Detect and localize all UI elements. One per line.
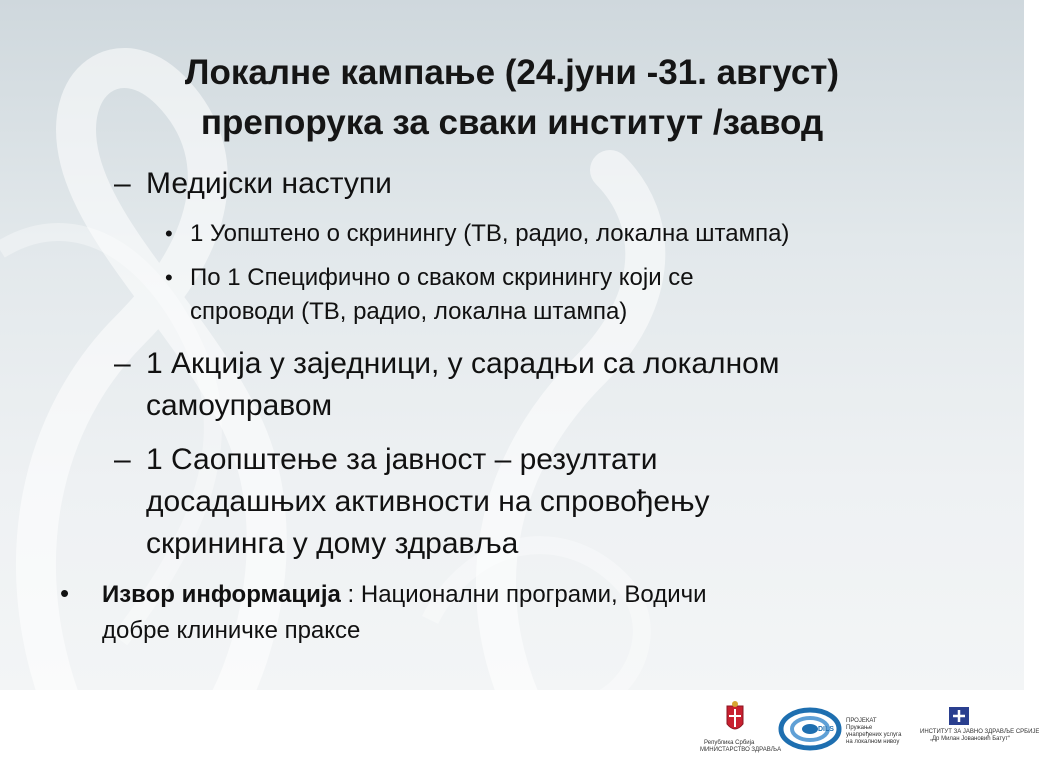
source-line-2: добре клиничке праксе bbox=[102, 617, 361, 644]
dils-text-line-4: на локалном нивоу bbox=[846, 739, 900, 745]
item-press-line-3: скрининга у дому здравља bbox=[146, 527, 519, 560]
bullet-marker: • bbox=[165, 265, 173, 290]
item-press-line-2: досадашњих активности на спровођењу bbox=[146, 485, 710, 518]
dash-marker: – bbox=[114, 167, 131, 200]
bullet-marker: • bbox=[60, 578, 70, 608]
source-text: : Национални програми, Водичи bbox=[340, 581, 707, 608]
source-label: Извор информација bbox=[102, 581, 341, 608]
ministry-text-line-1: Република Србија bbox=[704, 740, 755, 746]
dils-text-line-1: ПРОЈЕКАТ bbox=[846, 718, 877, 724]
institute-logo bbox=[920, 700, 1039, 760]
coat-of-arms-icon bbox=[700, 700, 770, 740]
dils-text-line-2: Пружање bbox=[846, 725, 873, 731]
dils-badge: DILS bbox=[818, 726, 834, 733]
item-community-line-2: самоуправом bbox=[146, 389, 333, 422]
ministry-logo bbox=[700, 700, 782, 760]
institute-emblem-icon bbox=[948, 706, 970, 726]
dils-text-line-3: унапређених услуга bbox=[846, 732, 902, 738]
sub-item-general: 1 Уопштено о скринингу (ТВ, радио, локална штампа) bbox=[190, 220, 790, 247]
title-line-2: препорука за сваки институт /завод bbox=[200, 103, 824, 142]
item-press-line-1: 1 Саопштење за јавност – резултати bbox=[146, 443, 658, 476]
sub-item-specific-line-1: По 1 Специфично о сваком скринингу који се bbox=[190, 264, 694, 291]
dils-logo bbox=[778, 700, 908, 760]
title-line-1: Локалне кампање (24.јуни -31. август) bbox=[184, 53, 840, 92]
dash-marker: – bbox=[114, 347, 131, 380]
dash-marker: – bbox=[114, 443, 131, 476]
item-community-line-1: 1 Акција у заједници, у сарадњи са локалном bbox=[146, 347, 780, 380]
source-line-1 bbox=[102, 578, 707, 612]
slide-title bbox=[0, 48, 1024, 148]
bullet-marker: • bbox=[165, 221, 173, 246]
ministry-text-line-2: МИНИСТАРСТВО ЗДРАВЉА bbox=[700, 747, 782, 753]
institute-text-line-2: „Др Милан Јовановић Батут“ bbox=[930, 736, 1010, 742]
sub-item-specific-line-2: спроводи (ТВ, радио, локална штампа) bbox=[190, 298, 628, 325]
item-media: Медијски наступи bbox=[146, 167, 392, 200]
institute-text-line-1: ИНСТИТУТ ЗА ЈАВНО ЗДРАВЉЕ СРБИЈЕ bbox=[920, 729, 1039, 735]
